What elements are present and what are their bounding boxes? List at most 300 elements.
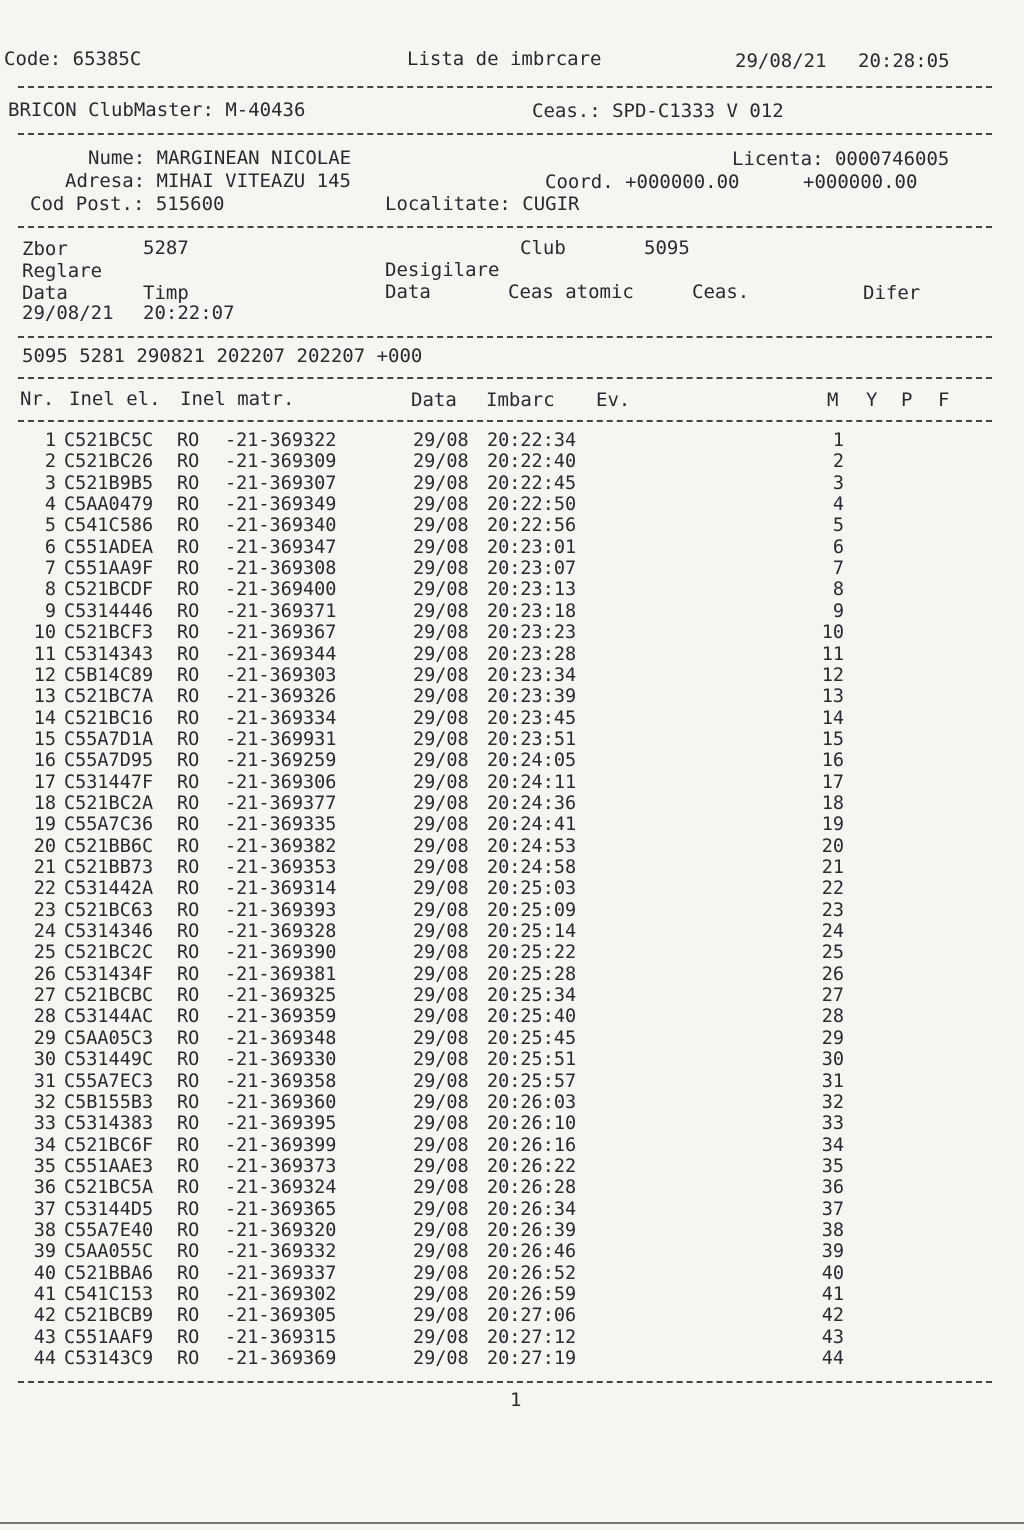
cell-nr: 20 (33, 835, 56, 857)
table-row (0, 473, 1024, 494)
cell-date: 29/08 (413, 451, 469, 473)
cell-m: 40 (821, 1262, 844, 1284)
cell-date: 29/08 (413, 792, 469, 814)
divider (18, 377, 992, 379)
cell-cc: RO (177, 600, 200, 622)
code-line: 5095 5281 290821 202207 202207 +000 (22, 345, 423, 367)
cell-date: 29/08 (413, 430, 469, 451)
divider (18, 86, 992, 88)
cell-el: C521BCDF (64, 579, 154, 601)
cell-matr: -21-369400 (225, 579, 337, 601)
cell-cc: RO (177, 1006, 200, 1028)
cell-cc: RO (177, 1284, 200, 1305)
cell-cc: RO (177, 686, 200, 708)
divider (18, 133, 992, 135)
cell-cc: RO (177, 792, 200, 814)
cell-m: 1 (832, 430, 844, 451)
cell-el: C531434F (64, 963, 154, 985)
cell-cc: RO (177, 1348, 200, 1370)
cell-el: C521BC26 (64, 451, 154, 473)
cell-m: 37 (821, 1198, 844, 1220)
cell-nr: 44 (33, 1348, 56, 1370)
cell-el: C5AA05C3 (64, 1027, 154, 1049)
cell-m: 8 (832, 579, 844, 601)
cell-nr: 21 (33, 857, 56, 878)
table-row (0, 1071, 1024, 1092)
cell-m: 33 (821, 1113, 844, 1135)
cell-matr: -21-369371 (225, 600, 337, 622)
col-data: Data (411, 389, 457, 411)
club-label: Club (520, 237, 566, 259)
cell-m: 44 (821, 1348, 844, 1370)
setting-label: Reglare (22, 260, 103, 282)
owner-name: Nume: MARGINEAN NICOLAE (88, 147, 352, 169)
cell-date: 29/08 (413, 835, 469, 857)
cell-cc: RO (177, 728, 200, 750)
cell-time: 20:22:40 (487, 451, 577, 473)
cell-matr: -21-369320 (225, 1219, 337, 1241)
clubmaster-label: BRICON ClubMaster: M-40436 (8, 99, 306, 121)
cell-time: 20:23:34 (487, 664, 577, 686)
cell-m: 5 (832, 515, 844, 537)
cell-nr: 1 (44, 430, 56, 451)
cell-el: C521BC5A (64, 1177, 154, 1199)
table-row (0, 985, 1024, 1006)
cell-date: 29/08 (413, 643, 469, 665)
cell-el: C531447F (64, 771, 154, 793)
cell-el: C53144AC (64, 1006, 154, 1028)
cell-cc: RO (177, 536, 200, 558)
cell-nr: 35 (33, 1155, 56, 1177)
cell-nr: 33 (33, 1113, 56, 1135)
cell-nr: 37 (33, 1198, 56, 1220)
cell-date: 29/08 (413, 1219, 469, 1241)
table-row (0, 1327, 1024, 1348)
cell-el: C521BC2C (64, 942, 154, 964)
cell-el: C521BC2A (64, 792, 154, 814)
cell-time: 20:25:14 (487, 921, 577, 943)
table-row (0, 579, 1024, 600)
cell-time: 20:26:10 (487, 1113, 577, 1135)
cell-time: 20:23:13 (487, 579, 577, 601)
cell-nr: 24 (33, 921, 56, 943)
cell-m: 19 (821, 814, 844, 836)
cell-matr: -21-369353 (225, 857, 337, 878)
cell-cc: RO (177, 1134, 200, 1156)
cell-nr: 41 (33, 1284, 56, 1305)
cell-nr: 2 (44, 451, 56, 473)
col-imbarc: Imbarc (486, 389, 555, 411)
cell-m: 29 (821, 1027, 844, 1049)
table-row (0, 1092, 1024, 1113)
cell-matr: -21-369334 (225, 707, 337, 729)
cell-el: C521BB6C (64, 835, 154, 857)
cell-el: C551AAF9 (64, 1326, 154, 1348)
cell-matr: -21-369302 (225, 1284, 337, 1305)
cell-time: 20:24:11 (487, 771, 577, 793)
col-inel-matr: Inel matr. (180, 388, 295, 410)
cell-time: 20:23:39 (487, 686, 577, 708)
clock-col-label: Ceas. (692, 281, 750, 303)
cell-el: C521BBA6 (64, 1262, 154, 1284)
table-row (0, 1049, 1024, 1070)
cell-matr: -21-369340 (225, 515, 337, 537)
coordinates-value: +000000.00 (803, 171, 918, 193)
cell-time: 20:25:03 (487, 878, 577, 900)
page-edge (0, 1522, 1024, 1524)
table-row (0, 772, 1024, 793)
cell-m: 12 (821, 664, 844, 686)
club-value: 5095 (644, 237, 690, 259)
cell-time: 20:25:57 (487, 1070, 577, 1092)
page-number: 1 (510, 1389, 522, 1411)
col-y: Y (866, 389, 878, 411)
cell-date: 29/08 (413, 664, 469, 686)
cell-time: 20:27:06 (487, 1305, 577, 1327)
cell-nr: 30 (33, 1049, 56, 1071)
table-row (0, 537, 1024, 558)
cell-matr: -21-369931 (225, 728, 337, 750)
cell-cc: RO (177, 1091, 200, 1113)
cell-nr: 34 (33, 1134, 56, 1156)
cell-m: 14 (821, 707, 844, 729)
table-row (0, 1177, 1024, 1198)
cell-time: 20:23:28 (487, 643, 577, 665)
cell-m: 31 (821, 1070, 844, 1092)
cell-nr: 17 (33, 771, 56, 793)
cell-nr: 3 (44, 472, 56, 494)
cell-time: 20:26:39 (487, 1219, 577, 1241)
cell-m: 25 (821, 942, 844, 964)
cell-cc: RO (177, 1326, 200, 1348)
cell-cc: RO (177, 1027, 200, 1049)
cell-cc: RO (177, 1198, 200, 1220)
table-row (0, 1241, 1024, 1262)
cell-matr: -21-369332 (225, 1241, 337, 1263)
cell-time: 20:23:51 (487, 728, 577, 750)
cell-time: 20:22:34 (487, 430, 577, 451)
cell-cc: RO (177, 430, 200, 451)
table-row (0, 515, 1024, 536)
divider (18, 226, 992, 228)
cell-matr: -21-369377 (225, 792, 337, 814)
cell-time: 20:24:41 (487, 814, 577, 836)
cell-date: 29/08 (413, 1006, 469, 1028)
clock-label: Ceas.: SPD-C1333 V 012 (532, 100, 784, 122)
cell-time: 20:23:07 (487, 558, 577, 580)
cell-m: 36 (821, 1177, 844, 1199)
table-row (0, 857, 1024, 878)
cell-matr: -21-369367 (225, 622, 337, 644)
cell-nr: 39 (33, 1241, 56, 1263)
cell-cc: RO (177, 579, 200, 601)
cell-cc: RO (177, 1219, 200, 1241)
cell-el: C5B14C89 (64, 664, 154, 686)
table-row (0, 836, 1024, 857)
cell-time: 20:26:46 (487, 1241, 577, 1263)
cell-date: 29/08 (413, 1198, 469, 1220)
divider (18, 1381, 992, 1383)
cell-m: 15 (821, 728, 844, 750)
unsealing-date-label: Data (385, 281, 431, 303)
table-row (0, 1113, 1024, 1134)
cell-m: 4 (832, 494, 844, 516)
cell-time: 20:27:12 (487, 1326, 577, 1348)
unsealing-label: Desigilare (385, 259, 500, 281)
cell-el: C531442A (64, 878, 154, 900)
cell-date: 29/08 (413, 1049, 469, 1071)
cell-el: C5314446 (64, 600, 154, 622)
cell-el: C521BCB9 (64, 1305, 154, 1327)
cell-m: 21 (821, 857, 844, 878)
col-inel-el: Inel el. (69, 388, 161, 410)
table-row (0, 1028, 1024, 1049)
cell-date: 29/08 (413, 857, 469, 878)
cell-time: 20:25:22 (487, 942, 577, 964)
cell-el: C5314343 (64, 643, 154, 665)
cell-date: 29/08 (413, 814, 469, 836)
cell-nr: 10 (33, 622, 56, 644)
cell-cc: RO (177, 899, 200, 921)
cell-el: C521BB73 (64, 857, 154, 878)
cell-cc: RO (177, 1177, 200, 1199)
print-date: 29/08/21 (735, 50, 827, 72)
cell-matr: -21-369381 (225, 963, 337, 985)
cell-m: 28 (821, 1006, 844, 1028)
cell-time: 20:26:59 (487, 1284, 577, 1305)
table-row (0, 1263, 1024, 1284)
cell-time: 20:22:56 (487, 515, 577, 537)
cell-m: 23 (821, 899, 844, 921)
cell-time: 20:27:19 (487, 1348, 577, 1370)
cell-time: 20:24:36 (487, 792, 577, 814)
cell-m: 18 (821, 792, 844, 814)
cell-time: 20:23:18 (487, 600, 577, 622)
cell-el: C521BCBC (64, 985, 154, 1007)
cell-matr: -21-369393 (225, 899, 337, 921)
cell-matr: -21-369303 (225, 664, 337, 686)
table-row (0, 750, 1024, 771)
cell-date: 29/08 (413, 1305, 469, 1327)
cell-time: 20:23:45 (487, 707, 577, 729)
cell-el: C55A7E40 (64, 1219, 154, 1241)
cell-matr: -21-369305 (225, 1305, 337, 1327)
cell-date: 29/08 (413, 1134, 469, 1156)
cell-matr: -21-369315 (225, 1326, 337, 1348)
cell-matr: -21-369309 (225, 451, 337, 473)
col-ev: Ev. (596, 389, 631, 411)
cell-nr: 38 (33, 1219, 56, 1241)
cell-date: 29/08 (413, 1177, 469, 1199)
cell-matr: -21-369324 (225, 1177, 337, 1199)
cell-nr: 25 (33, 942, 56, 964)
cell-el: C551AAE3 (64, 1155, 154, 1177)
cell-matr: -21-369344 (225, 643, 337, 665)
cell-date: 29/08 (413, 1348, 469, 1370)
cell-m: 30 (821, 1049, 844, 1071)
cell-matr: -21-369314 (225, 878, 337, 900)
cell-date: 29/08 (413, 985, 469, 1007)
cell-m: 41 (821, 1284, 844, 1305)
col-f: F (938, 389, 950, 411)
cell-date: 29/08 (413, 1262, 469, 1284)
cell-el: C5B155B3 (64, 1091, 154, 1113)
cell-m: 9 (832, 600, 844, 622)
cell-date: 29/08 (413, 963, 469, 985)
cell-time: 20:25:09 (487, 899, 577, 921)
table-row (0, 921, 1024, 942)
cell-m: 35 (821, 1155, 844, 1177)
cell-cc: RO (177, 664, 200, 686)
cell-date: 29/08 (413, 1091, 469, 1113)
table-row (0, 793, 1024, 814)
postal-code: Cod Post.: 515600 (30, 193, 225, 215)
cell-cc: RO (177, 1241, 200, 1263)
cell-matr: -21-369306 (225, 771, 337, 793)
cell-matr: -21-369347 (225, 536, 337, 558)
cell-date: 29/08 (413, 1155, 469, 1177)
flight-value: 5287 (143, 237, 189, 259)
cell-nr: 19 (33, 814, 56, 836)
cell-date: 29/08 (413, 728, 469, 750)
table-row (0, 964, 1024, 985)
cell-m: 17 (821, 771, 844, 793)
cell-matr: -21-369399 (225, 1134, 337, 1156)
table-row (0, 708, 1024, 729)
cell-nr: 22 (33, 878, 56, 900)
cell-m: 13 (821, 686, 844, 708)
cell-el: C521BC7A (64, 686, 154, 708)
cell-time: 20:26:03 (487, 1091, 577, 1113)
setting-time-label: Timp (143, 282, 189, 304)
cell-el: C55A7C36 (64, 814, 154, 836)
code-label: Code: 65385C (4, 48, 142, 70)
cell-cc: RO (177, 835, 200, 857)
cell-matr: -21-369308 (225, 558, 337, 580)
cell-m: 38 (821, 1219, 844, 1241)
cell-date: 29/08 (413, 942, 469, 964)
document-title: Lista de imbrcare (407, 48, 602, 70)
print-time: 20:28:05 (858, 50, 950, 72)
cell-nr: 14 (33, 707, 56, 729)
cell-matr: -21-369390 (225, 942, 337, 964)
table-row (0, 644, 1024, 665)
cell-cc: RO (177, 515, 200, 537)
cell-el: C55A7D1A (64, 728, 154, 750)
coordinates-label: Coord. +000000.00 (545, 171, 740, 193)
cell-m: 42 (821, 1305, 844, 1327)
table-row (0, 622, 1024, 643)
cell-matr: -21-369328 (225, 921, 337, 943)
cell-date: 29/08 (413, 536, 469, 558)
cell-date: 29/08 (413, 600, 469, 622)
cell-nr: 40 (33, 1262, 56, 1284)
cell-date: 29/08 (413, 472, 469, 494)
cell-cc: RO (177, 814, 200, 836)
cell-time: 20:26:22 (487, 1155, 577, 1177)
cell-nr: 42 (33, 1305, 56, 1327)
cell-el: C521BC5C (64, 430, 154, 451)
cell-date: 29/08 (413, 750, 469, 772)
cell-cc: RO (177, 1070, 200, 1092)
cell-nr: 27 (33, 985, 56, 1007)
cell-nr: 6 (44, 536, 56, 558)
cell-m: 2 (832, 451, 844, 473)
cell-m: 16 (821, 750, 844, 772)
table-row (0, 900, 1024, 921)
cell-matr: -21-369349 (225, 494, 337, 516)
cell-m: 26 (821, 963, 844, 985)
cell-matr: -21-369373 (225, 1155, 337, 1177)
cell-nr: 18 (33, 792, 56, 814)
cell-nr: 31 (33, 1070, 56, 1092)
cell-el: C5314346 (64, 921, 154, 943)
cell-nr: 29 (33, 1027, 56, 1049)
cell-m: 43 (821, 1326, 844, 1348)
cell-el: C521BC63 (64, 899, 154, 921)
cell-nr: 26 (33, 963, 56, 985)
cell-nr: 16 (33, 750, 56, 772)
cell-matr: -21-369365 (225, 1198, 337, 1220)
table-row (0, 665, 1024, 686)
difference-label: Difer (863, 282, 921, 304)
cell-time: 20:23:23 (487, 622, 577, 644)
cell-el: C53144D5 (64, 1198, 154, 1220)
cell-nr: 9 (44, 600, 56, 622)
cell-matr: -21-369259 (225, 750, 337, 772)
cell-cc: RO (177, 963, 200, 985)
cell-cc: RO (177, 942, 200, 964)
cell-cc: RO (177, 1305, 200, 1327)
cell-matr: -21-369360 (225, 1091, 337, 1113)
cell-cc: RO (177, 1113, 200, 1135)
cell-cc: RO (177, 771, 200, 793)
table-row (0, 558, 1024, 579)
setting-date-label: Data (22, 282, 68, 304)
cell-nr: 32 (33, 1091, 56, 1113)
cell-time: 20:25:45 (487, 1027, 577, 1049)
cell-nr: 4 (44, 494, 56, 516)
cell-cc: RO (177, 622, 200, 644)
cell-matr: -21-369348 (225, 1027, 337, 1049)
setting-time: 20:22:07 (143, 302, 235, 324)
cell-date: 29/08 (413, 771, 469, 793)
cell-el: C521BC6F (64, 1134, 154, 1156)
cell-m: 34 (821, 1134, 844, 1156)
cell-matr: -21-369395 (225, 1113, 337, 1135)
cell-cc: RO (177, 857, 200, 878)
table-row (0, 878, 1024, 899)
cell-el: C5AA055C (64, 1241, 154, 1263)
cell-time: 20:25:40 (487, 1006, 577, 1028)
cell-date: 29/08 (413, 1241, 469, 1263)
table-row (0, 1220, 1024, 1241)
cell-time: 20:26:16 (487, 1134, 577, 1156)
cell-nr: 8 (44, 579, 56, 601)
col-p: P (901, 389, 913, 411)
owner-address: Adresa: MIHAI VITEAZU 145 (65, 170, 351, 192)
cell-cc: RO (177, 878, 200, 900)
cell-m: 27 (821, 985, 844, 1007)
cell-matr: -21-369335 (225, 814, 337, 836)
table-row (0, 601, 1024, 622)
owner-license: Licenta: 0000746005 (732, 148, 950, 170)
cell-m: 3 (832, 472, 844, 494)
cell-date: 29/08 (413, 515, 469, 537)
cell-date: 29/08 (413, 1326, 469, 1348)
cell-date: 29/08 (413, 622, 469, 644)
flight-label: Zbor (22, 238, 68, 260)
